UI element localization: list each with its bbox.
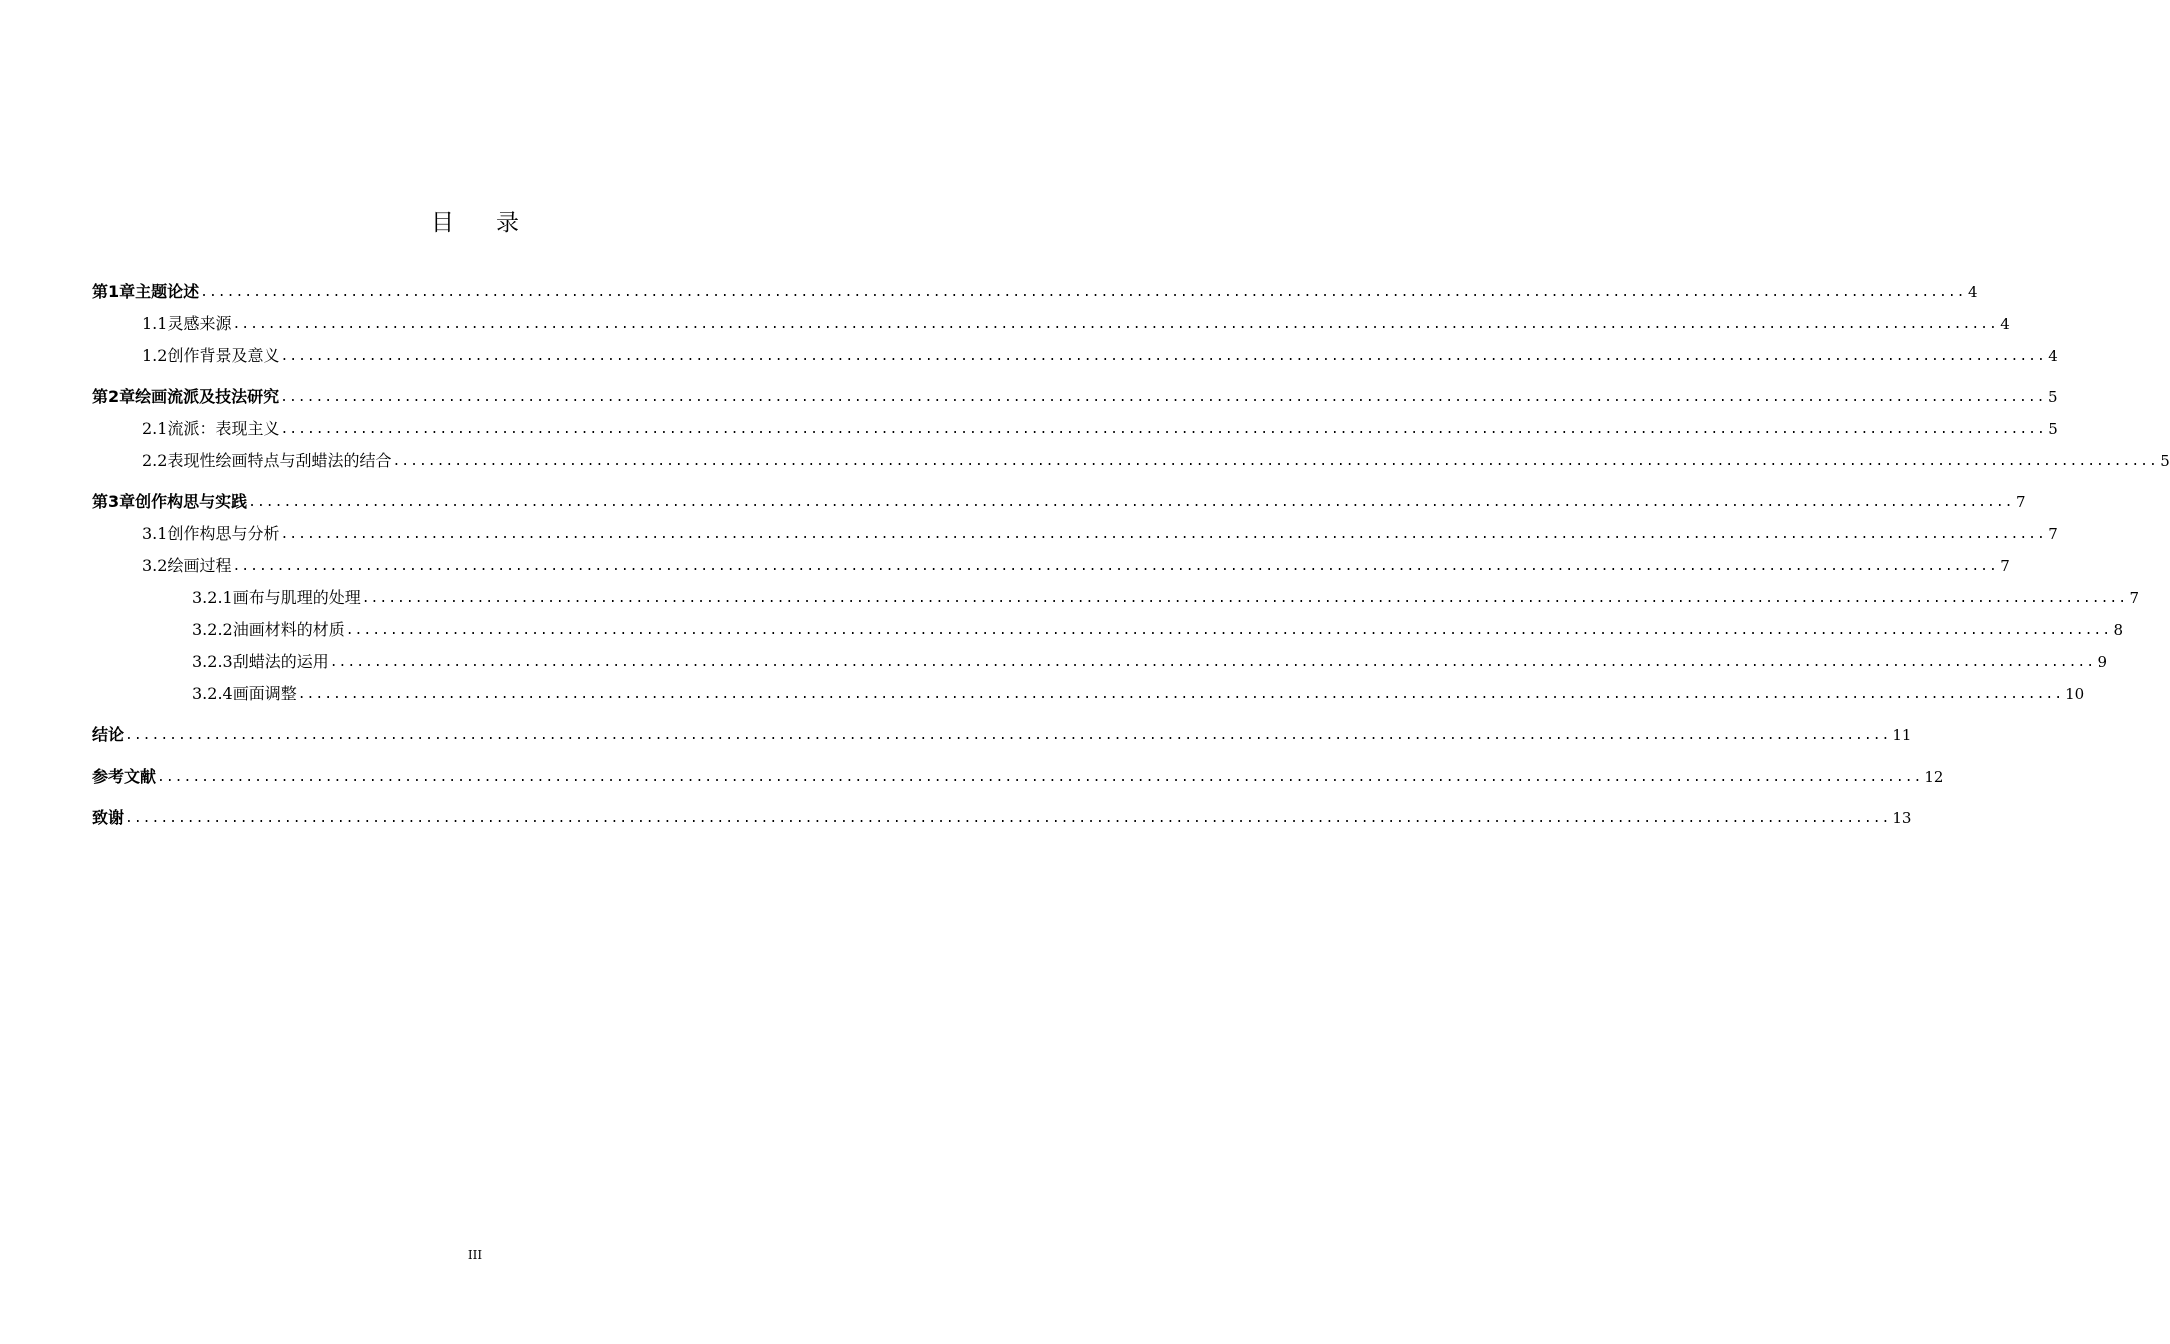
toc-entry-number: 1.1: [142, 314, 168, 333]
toc-entry-page: 7: [2000, 557, 2010, 575]
toc-entry-number: 3.2.3: [192, 652, 233, 671]
toc-entry[interactable]: [92, 311, 2010, 335]
toc-entry[interactable]: [92, 722, 1912, 746]
toc-entry[interactable]: [92, 585, 2140, 609]
toc-entry-page: 7: [2129, 589, 2140, 607]
toc-entry-page: 4: [2000, 315, 2010, 333]
toc-entry-page: 7: [2048, 525, 2058, 543]
dot-leader: ........................................................................................................................................................................................................: [248, 495, 2014, 510]
toc-entry[interactable]: [92, 489, 2026, 513]
page-number-footer: III: [467, 1248, 483, 1262]
toc-entry-page: 13: [1892, 809, 1912, 827]
toc-entry-number: 2.2: [142, 451, 168, 470]
dot-leader: ........................................................................................................................................................................................................: [280, 527, 2046, 542]
dot-leader: ........................................................................................................................................................................................................: [125, 728, 1891, 743]
toc-entry-page: 4: [2048, 347, 2058, 365]
toc-entry-page: 5: [2048, 420, 2058, 438]
toc-entry-number: 第1章: [92, 282, 136, 301]
toc-entry-label: 致谢: [92, 808, 125, 827]
toc-entry-label: 创作背景及意义: [167, 346, 280, 365]
toc-entry-page: 12: [1924, 768, 1944, 786]
dot-leader: ........................................................................................................................................................................................................: [157, 770, 1923, 785]
toc-entry[interactable]: [92, 521, 2058, 545]
toc-entry-number: 第2章: [92, 387, 136, 406]
toc-entry-page: 10: [2065, 685, 2085, 703]
toc-entry-number: 3.2.2: [192, 620, 233, 639]
dot-leader: ........................................................................................................................................................................................................: [232, 559, 1998, 574]
toc-entry-page: 7: [2015, 493, 2026, 511]
toc-entry-number: 2.1: [142, 419, 168, 438]
dot-leader: ........................................................................................................................................................................................................: [232, 317, 1998, 332]
toc-entry[interactable]: [92, 384, 2058, 408]
toc-entry[interactable]: [92, 649, 2108, 673]
toc-entry-number: 3.2.4: [192, 684, 233, 703]
toc-entry-label: 画布与肌理的处理: [232, 588, 361, 607]
toc-entry[interactable]: [92, 553, 2010, 577]
toc-entry[interactable]: [92, 617, 2124, 641]
toc-entry-page: 11: [1892, 726, 1912, 744]
toc-entry-label: 表现性绘画特点与刮蜡法的结合: [167, 451, 392, 470]
dot-leader: ........................................................................................................................................................................................................: [392, 454, 2158, 469]
toc-entry-label: 画面调整: [232, 684, 297, 703]
toc-entry-label: 创作构思与实践: [135, 492, 248, 511]
dot-leader: ........................................................................................................................................................................................................: [297, 687, 2064, 702]
toc-entry-label: 结论: [92, 725, 125, 744]
toc-entry[interactable]: [92, 764, 1944, 788]
dot-leader: ........................................................................................................................................................................................................: [280, 422, 2046, 437]
toc-entry-page: 5: [2047, 388, 2058, 406]
toc-entry[interactable]: [92, 805, 1912, 829]
toc-entry-page: 5: [2160, 452, 2170, 470]
dot-leader: ........................................................................................................................................................................................................: [280, 349, 2046, 364]
toc-entry-label: 刮蜡法的运用: [232, 652, 329, 671]
toc-entry-page: 8: [2113, 621, 2124, 639]
toc-entry-label: 参考文献: [92, 767, 157, 786]
dot-leader: ........................................................................................................................................................................................................: [329, 655, 2096, 670]
toc-entry[interactable]: [92, 448, 2170, 472]
toc-entry-page: 9: [2097, 653, 2108, 671]
toc-entry[interactable]: [92, 681, 2085, 705]
toc-entry-label: 主题论述: [135, 282, 200, 301]
toc-entry-number: 3.2.1: [192, 588, 233, 607]
dot-leader: ........................................................................................................................................................................................................: [125, 811, 1891, 826]
toc-entry[interactable]: [92, 343, 2058, 367]
toc-entry-page: 4: [1967, 283, 1978, 301]
page-title: 目录: [431, 210, 561, 236]
toc-entry-number: 3.2: [142, 556, 168, 575]
toc-entry-label: 绘画过程: [167, 556, 232, 575]
dot-leader: ........................................................................................................................................................................................................: [200, 285, 1966, 300]
toc-entry-number: 1.2: [142, 346, 168, 365]
dot-leader: ........................................................................................................................................................................................................: [361, 591, 2128, 606]
toc-entry[interactable]: [92, 416, 2058, 440]
toc-entry-number: 第3章: [92, 492, 136, 511]
toc-entry[interactable]: [92, 279, 1978, 303]
toc-entry-label: 绘画流派及技法研究: [135, 387, 280, 406]
toc-entry-number: 3.1: [142, 524, 168, 543]
toc-entry-label: 油画材料的材质: [232, 620, 345, 639]
toc-entry-label: 灵感来源: [167, 314, 232, 333]
toc-entry-label: 流派：表现主义: [167, 419, 280, 438]
dot-leader: ........................................................................................................................................................................................................: [280, 390, 2046, 405]
dot-leader: ........................................................................................................................................................................................................: [345, 623, 2112, 638]
toc-entry-label: 创作构思与分析: [167, 524, 280, 543]
